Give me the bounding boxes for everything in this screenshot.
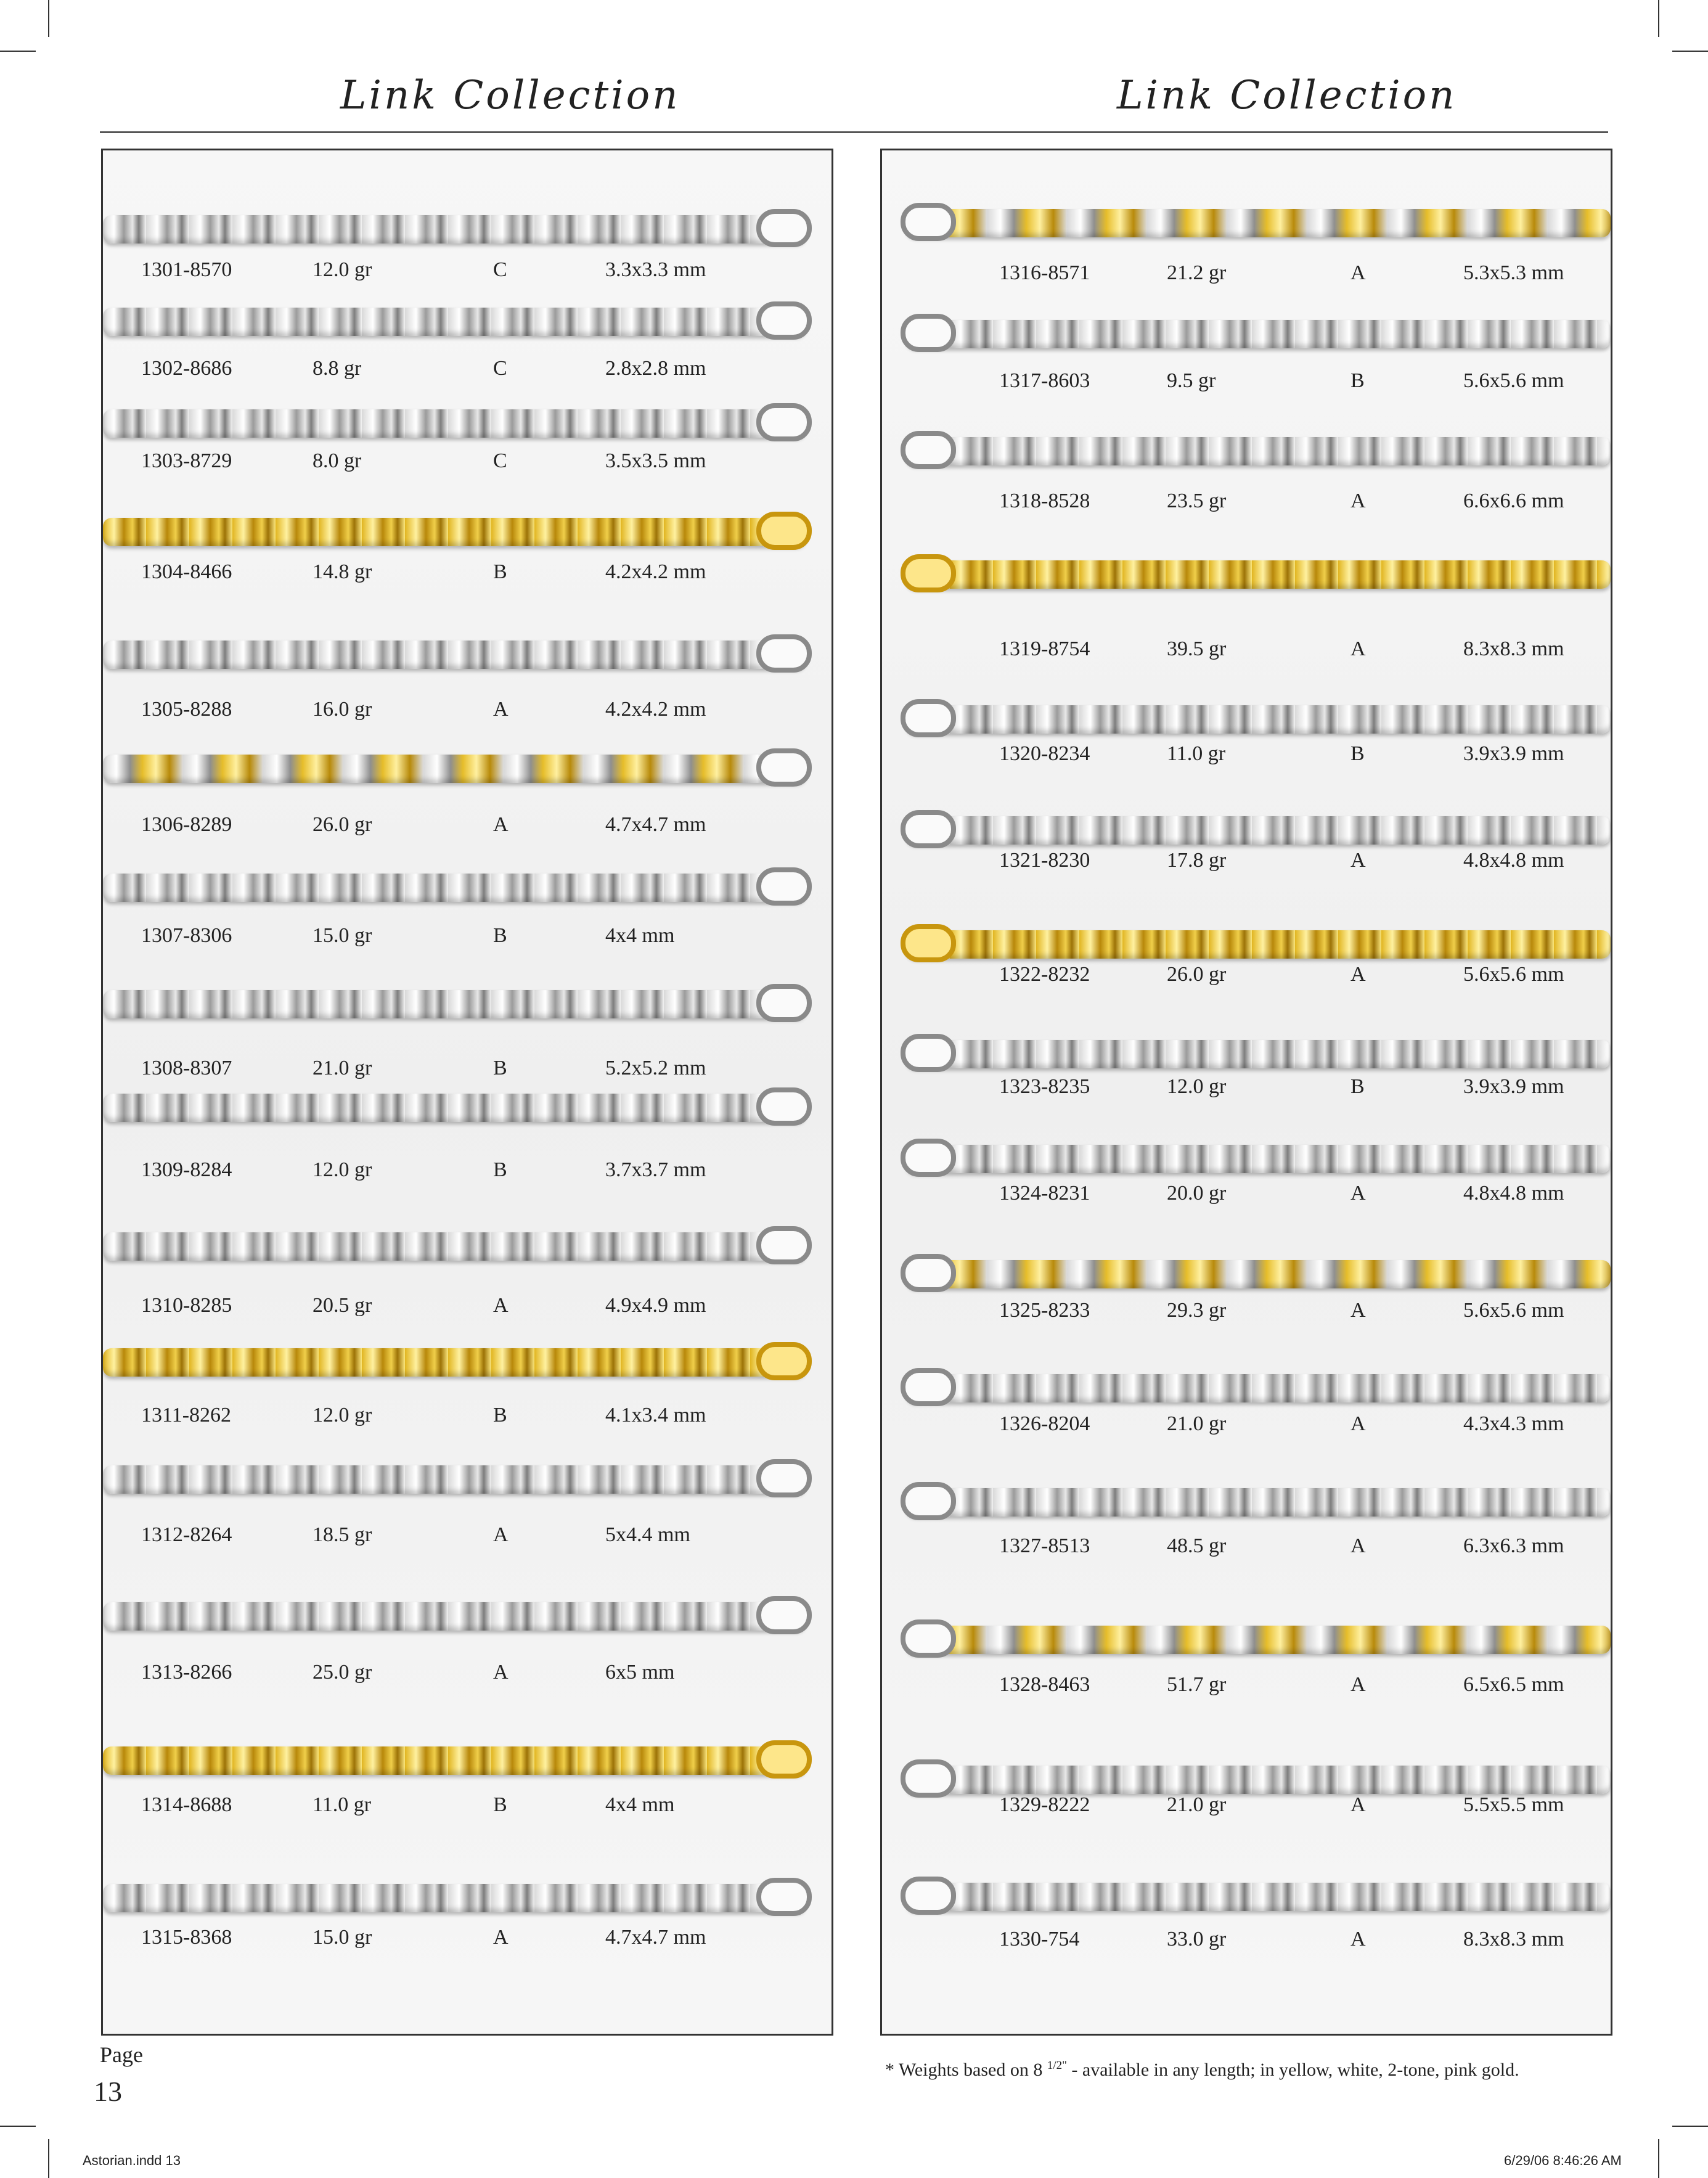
item-size: 5.6x5.6 mm [1463, 369, 1564, 392]
item-grade: B [1350, 369, 1365, 392]
item-grade: B [493, 1057, 507, 1079]
item-grade: A [493, 813, 509, 836]
chain-image [907, 1260, 1611, 1288]
clasp-icon [756, 748, 812, 787]
item-grade: C [493, 357, 507, 380]
item-grade: B [1350, 742, 1365, 765]
item-grade: C [493, 258, 507, 281]
clasp-icon [901, 1482, 956, 1520]
chain-image [907, 816, 1611, 845]
item-code: 1316-8571 [999, 261, 1090, 284]
clasp-icon [756, 1087, 812, 1126]
item-weight: 51.7 gr [1167, 1673, 1227, 1696]
crop-mark-br-h [1672, 2126, 1708, 2127]
chain-image [907, 1626, 1611, 1654]
item-weight: 48.5 gr [1167, 1534, 1227, 1557]
chain-image [907, 1145, 1611, 1173]
page-label: Page [100, 2042, 143, 2067]
item-code: 1309-8284 [141, 1158, 232, 1181]
item-size: 3.5x3.5 mm [605, 449, 706, 472]
item-size: 6.5x6.5 mm [1463, 1673, 1564, 1696]
item-weight: 11.0 gr [1167, 742, 1226, 765]
item-size: 4.8x4.8 mm [1463, 1182, 1564, 1205]
item-code: 1321-8230 [999, 849, 1090, 872]
item-code: 1324-8231 [999, 1182, 1090, 1205]
chain-image [103, 1602, 806, 1631]
item-grade: B [493, 560, 507, 583]
item-weight: 21.2 gr [1167, 261, 1227, 284]
item-size: 8.3x8.3 mm [1463, 1928, 1564, 1951]
item-code: 1303-8729 [141, 449, 232, 472]
item-grade: A [1350, 261, 1366, 284]
item-code: 1311-8262 [141, 1404, 232, 1427]
chain-image [907, 705, 1611, 734]
item-code: 1328-8463 [999, 1673, 1090, 1696]
item-code: 1304-8466 [141, 560, 232, 583]
item-weight: 12.0 gr [313, 1158, 372, 1181]
item-size: 3.3x3.3 mm [605, 258, 706, 281]
item-weight: 12.0 gr [313, 258, 372, 281]
chain-image [103, 1884, 806, 1912]
item-size: 4.9x4.9 mm [605, 1294, 706, 1317]
clasp-icon [901, 314, 956, 352]
chain-image [907, 930, 1611, 959]
clasp-icon [901, 1254, 956, 1292]
item-size: 4.1x3.4 mm [605, 1404, 706, 1427]
item-grade: A [1350, 849, 1366, 872]
item-code: 1320-8234 [999, 742, 1090, 765]
weights-note-sup: 1/2" [1047, 2059, 1067, 2072]
item-weight: 26.0 gr [313, 813, 372, 836]
item-code: 1318-8528 [999, 489, 1090, 512]
item-grade: A [1350, 1793, 1366, 1816]
weights-note-suffix: - available in any length; in yellow, white, 2-tone, pink gold. [1066, 2060, 1519, 2080]
item-weight: 17.8 gr [1167, 849, 1227, 872]
item-code: 1302-8686 [141, 357, 232, 380]
chain-image [907, 320, 1611, 348]
clasp-icon [756, 301, 812, 340]
item-weight: 21.0 gr [1167, 1793, 1227, 1816]
left-catalog-panel [101, 149, 833, 2036]
item-size: 3.9x3.9 mm [1463, 1075, 1564, 1098]
clasp-icon [901, 203, 956, 241]
item-size: 6.3x6.3 mm [1463, 1534, 1564, 1557]
item-size: 5.6x5.6 mm [1463, 1299, 1564, 1322]
chain-image [103, 1094, 806, 1122]
weights-note [885, 2059, 1519, 2081]
item-code: 1330-754 [999, 1928, 1080, 1951]
slug-date: 6/29/06 8:46:26 AM [1504, 2153, 1622, 2168]
item-grade: A [1350, 637, 1366, 660]
item-code: 1308-8307 [141, 1057, 232, 1079]
item-code: 1322-8232 [999, 963, 1090, 986]
clasp-icon [756, 634, 812, 673]
chain-image [103, 1348, 806, 1377]
item-size: 4x4 mm [605, 924, 675, 947]
header-rule [100, 131, 1608, 133]
clasp-icon [756, 1459, 812, 1497]
clasp-icon [756, 867, 812, 906]
item-weight: 8.0 gr [313, 449, 362, 472]
item-size: 3.9x3.9 mm [1463, 742, 1564, 765]
clasp-icon [901, 1034, 956, 1072]
item-weight: 26.0 gr [1167, 963, 1227, 986]
item-code: 1314-8688 [141, 1793, 232, 1816]
item-weight: 15.0 gr [313, 1926, 372, 1949]
item-grade: A [1350, 489, 1366, 512]
crop-mark-tr-h [1672, 51, 1708, 52]
item-weight: 20.0 gr [1167, 1182, 1227, 1205]
item-weight: 29.3 gr [1167, 1299, 1227, 1322]
item-weight: 12.0 gr [1167, 1075, 1227, 1098]
item-weight: 21.0 gr [1167, 1412, 1227, 1435]
crop-mark-tl-h [0, 51, 36, 52]
clasp-icon [756, 1740, 812, 1779]
chain-image [103, 1746, 806, 1775]
clasp-icon [901, 810, 956, 848]
chain-image [907, 1488, 1611, 1517]
item-weight: 12.0 gr [313, 1404, 372, 1427]
item-code: 1312-8264 [141, 1523, 232, 1546]
clasp-icon [756, 209, 812, 247]
item-weight: 18.5 gr [313, 1523, 372, 1546]
item-grade: A [1350, 1673, 1366, 1696]
crop-mark-tl-v [48, 0, 49, 37]
chain-image [907, 560, 1611, 589]
slug-file: Astorian.indd 13 [83, 2153, 181, 2168]
right-catalog-panel [880, 149, 1612, 2036]
item-grade: A [493, 1294, 509, 1317]
item-code: 1315-8368 [141, 1926, 232, 1949]
item-grade: C [493, 449, 507, 472]
item-code: 1310-8285 [141, 1294, 232, 1317]
item-grade: B [493, 1793, 507, 1816]
crop-mark-bl-h [0, 2126, 36, 2127]
item-size: 6.6x6.6 mm [1463, 489, 1564, 512]
item-weight: 33.0 gr [1167, 1928, 1227, 1951]
item-code: 1317-8603 [999, 369, 1090, 392]
item-code: 1325-8233 [999, 1299, 1090, 1322]
clasp-icon [901, 699, 956, 737]
item-size: 4.8x4.8 mm [1463, 849, 1564, 872]
chain-image [103, 874, 806, 902]
item-size: 4x4 mm [605, 1793, 675, 1816]
clasp-icon [901, 1619, 956, 1658]
crop-mark-tr-v [1658, 0, 1659, 37]
item-grade: A [493, 698, 509, 721]
item-grade: B [493, 1158, 507, 1181]
chain-image [103, 1232, 806, 1261]
clasp-icon [901, 1759, 956, 1798]
clasp-icon [901, 1139, 956, 1177]
chain-image [103, 990, 806, 1018]
clasp-icon [756, 984, 812, 1022]
chain-image [103, 308, 806, 336]
clasp-icon [901, 431, 956, 469]
chain-image [907, 1040, 1611, 1068]
item-weight: 9.5 gr [1167, 369, 1216, 392]
item-code: 1307-8306 [141, 924, 232, 947]
chain-image [103, 518, 806, 546]
item-size: 5.5x5.5 mm [1463, 1793, 1564, 1816]
item-grade: A [1350, 1928, 1366, 1951]
chain-image [907, 1883, 1611, 1911]
item-grade: B [493, 1404, 507, 1427]
clasp-icon [756, 1226, 812, 1264]
chain-image [907, 1374, 1611, 1402]
item-weight: 11.0 gr [313, 1793, 372, 1816]
item-code: 1305-8288 [141, 698, 232, 721]
item-size: 6x5 mm [605, 1661, 675, 1684]
chain-image [103, 409, 806, 438]
item-grade: A [1350, 1412, 1366, 1435]
right-page-title: Link Collection [1117, 73, 1457, 118]
item-weight: 20.5 gr [313, 1294, 372, 1317]
item-size: 5.2x5.2 mm [605, 1057, 706, 1079]
item-size: 4.2x4.2 mm [605, 560, 706, 583]
item-weight: 15.0 gr [313, 924, 372, 947]
item-grade: A [1350, 1299, 1366, 1322]
crop-mark-bl-v [48, 2139, 49, 2178]
item-size: 5.3x5.3 mm [1463, 261, 1564, 284]
clasp-icon [756, 1342, 812, 1380]
clasp-icon [756, 512, 812, 550]
item-weight: 16.0 gr [313, 698, 372, 721]
item-grade: A [1350, 1182, 1366, 1205]
item-code: 1319-8754 [999, 637, 1090, 660]
item-weight: 23.5 gr [1167, 489, 1227, 512]
item-weight: 14.8 gr [313, 560, 372, 583]
item-size: 4.7x4.7 mm [605, 1926, 706, 1949]
item-size: 4.2x4.2 mm [605, 698, 706, 721]
clasp-icon [901, 1368, 956, 1406]
chain-image [907, 437, 1611, 465]
item-size: 4.7x4.7 mm [605, 813, 706, 836]
chain-image [103, 215, 806, 244]
item-grade: A [493, 1661, 509, 1684]
item-size: 2.8x2.8 mm [605, 357, 706, 380]
page-number: 13 [94, 2076, 122, 2107]
clasp-icon [756, 1596, 812, 1634]
item-grade: B [493, 924, 507, 947]
clasp-icon [901, 1877, 956, 1915]
chain-image [103, 641, 806, 669]
item-grade: A [493, 1523, 509, 1546]
crop-mark-br-v [1658, 2139, 1659, 2178]
left-page-title: Link Collection [340, 73, 680, 118]
item-grade: A [1350, 1534, 1366, 1557]
item-size: 5x4.4 mm [605, 1523, 690, 1546]
item-grade: A [1350, 963, 1366, 986]
item-code: 1301-8570 [141, 258, 232, 281]
item-weight: 8.8 gr [313, 357, 362, 380]
item-size: 3.7x3.7 mm [605, 1158, 706, 1181]
item-grade: B [1350, 1075, 1365, 1098]
item-size: 4.3x4.3 mm [1463, 1412, 1564, 1435]
item-size: 5.6x5.6 mm [1463, 963, 1564, 986]
item-code: 1327-8513 [999, 1534, 1090, 1557]
item-code: 1313-8266 [141, 1661, 232, 1684]
item-code: 1326-8204 [999, 1412, 1090, 1435]
item-weight: 21.0 gr [313, 1057, 372, 1079]
item-weight: 25.0 gr [313, 1661, 372, 1684]
chain-image [907, 209, 1611, 237]
item-code: 1306-8289 [141, 813, 232, 836]
item-size: 8.3x8.3 mm [1463, 637, 1564, 660]
item-weight: 39.5 gr [1167, 637, 1227, 660]
item-code: 1329-8222 [999, 1793, 1090, 1816]
item-code: 1323-8235 [999, 1075, 1090, 1098]
clasp-icon [901, 924, 956, 962]
chain-image [103, 1465, 806, 1494]
clasp-icon [756, 1878, 812, 1916]
weights-note-prefix: * Weights based on 8 [885, 2060, 1047, 2080]
clasp-icon [901, 554, 956, 592]
chain-image [103, 755, 806, 783]
item-grade: A [493, 1926, 509, 1949]
chain-image [907, 1766, 1611, 1794]
clasp-icon [756, 403, 812, 441]
